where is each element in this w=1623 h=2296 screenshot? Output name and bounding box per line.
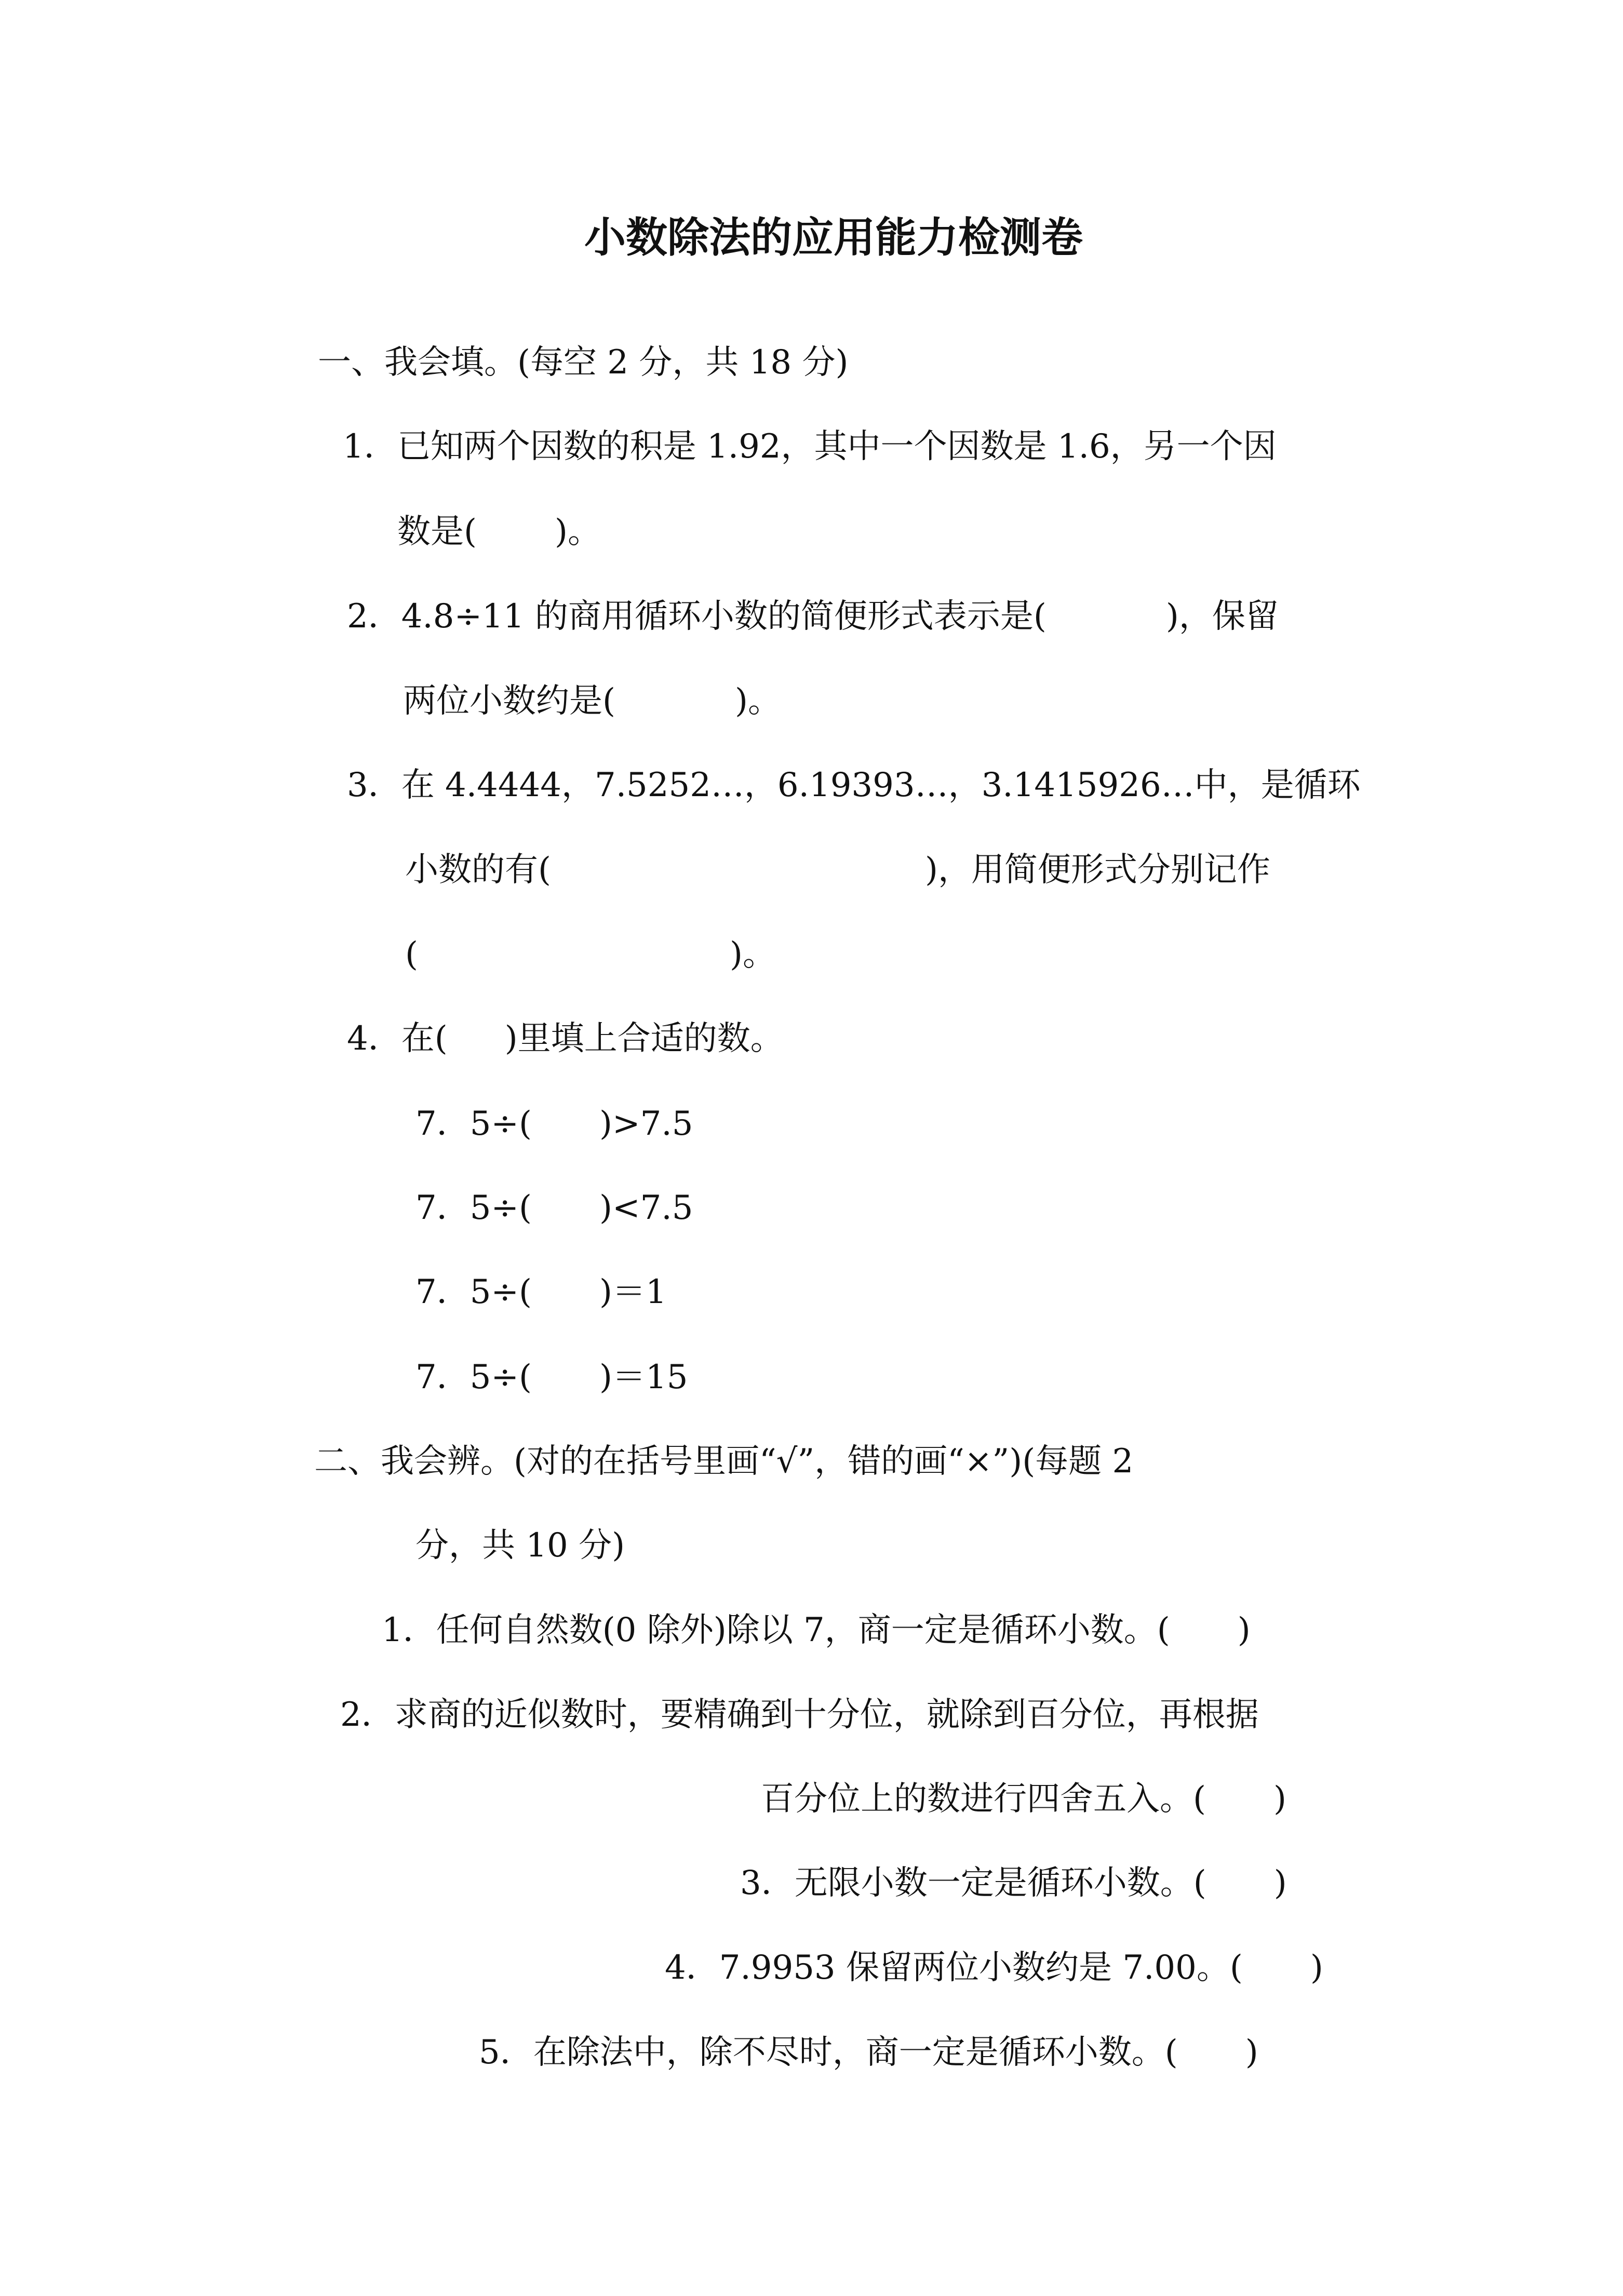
text: ) — [1273, 1864, 1287, 1902]
text: ( — [405, 935, 418, 974]
text: 数是( — [397, 513, 477, 551]
section-1-heading: 一、我会填。(每空 2 分，共 18 分) — [318, 343, 849, 382]
question-1-line-1: 1．已知两个因数的积是 1.92，其中一个因数是 1.6，另一个因 — [343, 427, 1277, 466]
text: )，用简便形式分别记作 — [924, 851, 1270, 889]
judge-item-3 — [740, 1864, 1287, 1902]
text: 5．在除法中，除不尽时，商一定是循环小数。( — [479, 2033, 1178, 2072]
text: 7．5÷( — [415, 1189, 532, 1227]
question-3-line-2 — [405, 853, 1270, 887]
text: )里填上合适的数。 — [504, 1019, 784, 1058]
question-4-row — [415, 1191, 693, 1225]
text: 4．在( — [347, 1019, 448, 1058]
text: )。 — [734, 682, 781, 720]
text: )。 — [729, 935, 776, 974]
judge-item-5 — [479, 2033, 1258, 2072]
text: 7．5÷( — [415, 1105, 532, 1143]
text: )<7.5 — [599, 1189, 693, 1227]
text: ) — [1273, 1780, 1286, 1818]
question-4-row — [415, 1275, 667, 1309]
judge-item-4 — [665, 1949, 1323, 1987]
text: 百分位上的数进行四舍五入。( — [761, 1780, 1206, 1818]
text: ) — [1237, 1611, 1251, 1649]
text: 小数的有( — [405, 851, 551, 889]
text: ) — [1310, 1949, 1323, 1987]
question-4-heading — [347, 1019, 784, 1058]
question-1-line-2 — [397, 513, 601, 551]
text: 4．7.9953 保留两位小数约是 7.00。( — [665, 1949, 1243, 1987]
question-2-line-1 — [347, 597, 1279, 636]
text: 2．4.8÷11 的商用循环小数的简便形式表示是( — [347, 597, 1047, 636]
judge-item-1 — [382, 1611, 1251, 1649]
text: 7．5÷( — [415, 1358, 532, 1397]
text: )，保留 — [1165, 597, 1279, 636]
judge-item-2-line-2 — [761, 1782, 1286, 1816]
page-title: 小数除法的应用能力检测卷 — [584, 213, 1083, 262]
text: )>7.5 — [599, 1105, 693, 1143]
text: ) — [1245, 2033, 1258, 2072]
question-4-row — [415, 1358, 688, 1397]
text: )＝1 — [599, 1273, 667, 1311]
question-3-line-1: 3．在 4.4444，7.5252…，6.19393…，3.1415926…中，是循环 — [347, 766, 1361, 804]
text: )＝15 — [599, 1358, 688, 1397]
question-4-row — [415, 1105, 693, 1143]
text: )。 — [554, 513, 601, 551]
section-2-heading: 二、我会辨。(对的在括号里画“√”，错的画“×”)(每题 2 — [314, 1442, 1134, 1481]
question-3-line-3 — [405, 935, 776, 974]
judge-item-2-line-1: 2．求商的近似数时，要精确到十分位，就除到百分位，再根据 — [340, 1696, 1259, 1734]
text: 1．任何自然数(0 除外)除以 7，商一定是循环小数。( — [382, 1611, 1170, 1649]
question-2-line-2 — [403, 684, 781, 718]
text: 7．5÷( — [415, 1273, 532, 1311]
text: 两位小数约是( — [403, 682, 615, 720]
text: 3．无限小数一定是循环小数。( — [740, 1864, 1206, 1902]
section-2-heading-cont: 分，共 10 分) — [415, 1526, 625, 1565]
